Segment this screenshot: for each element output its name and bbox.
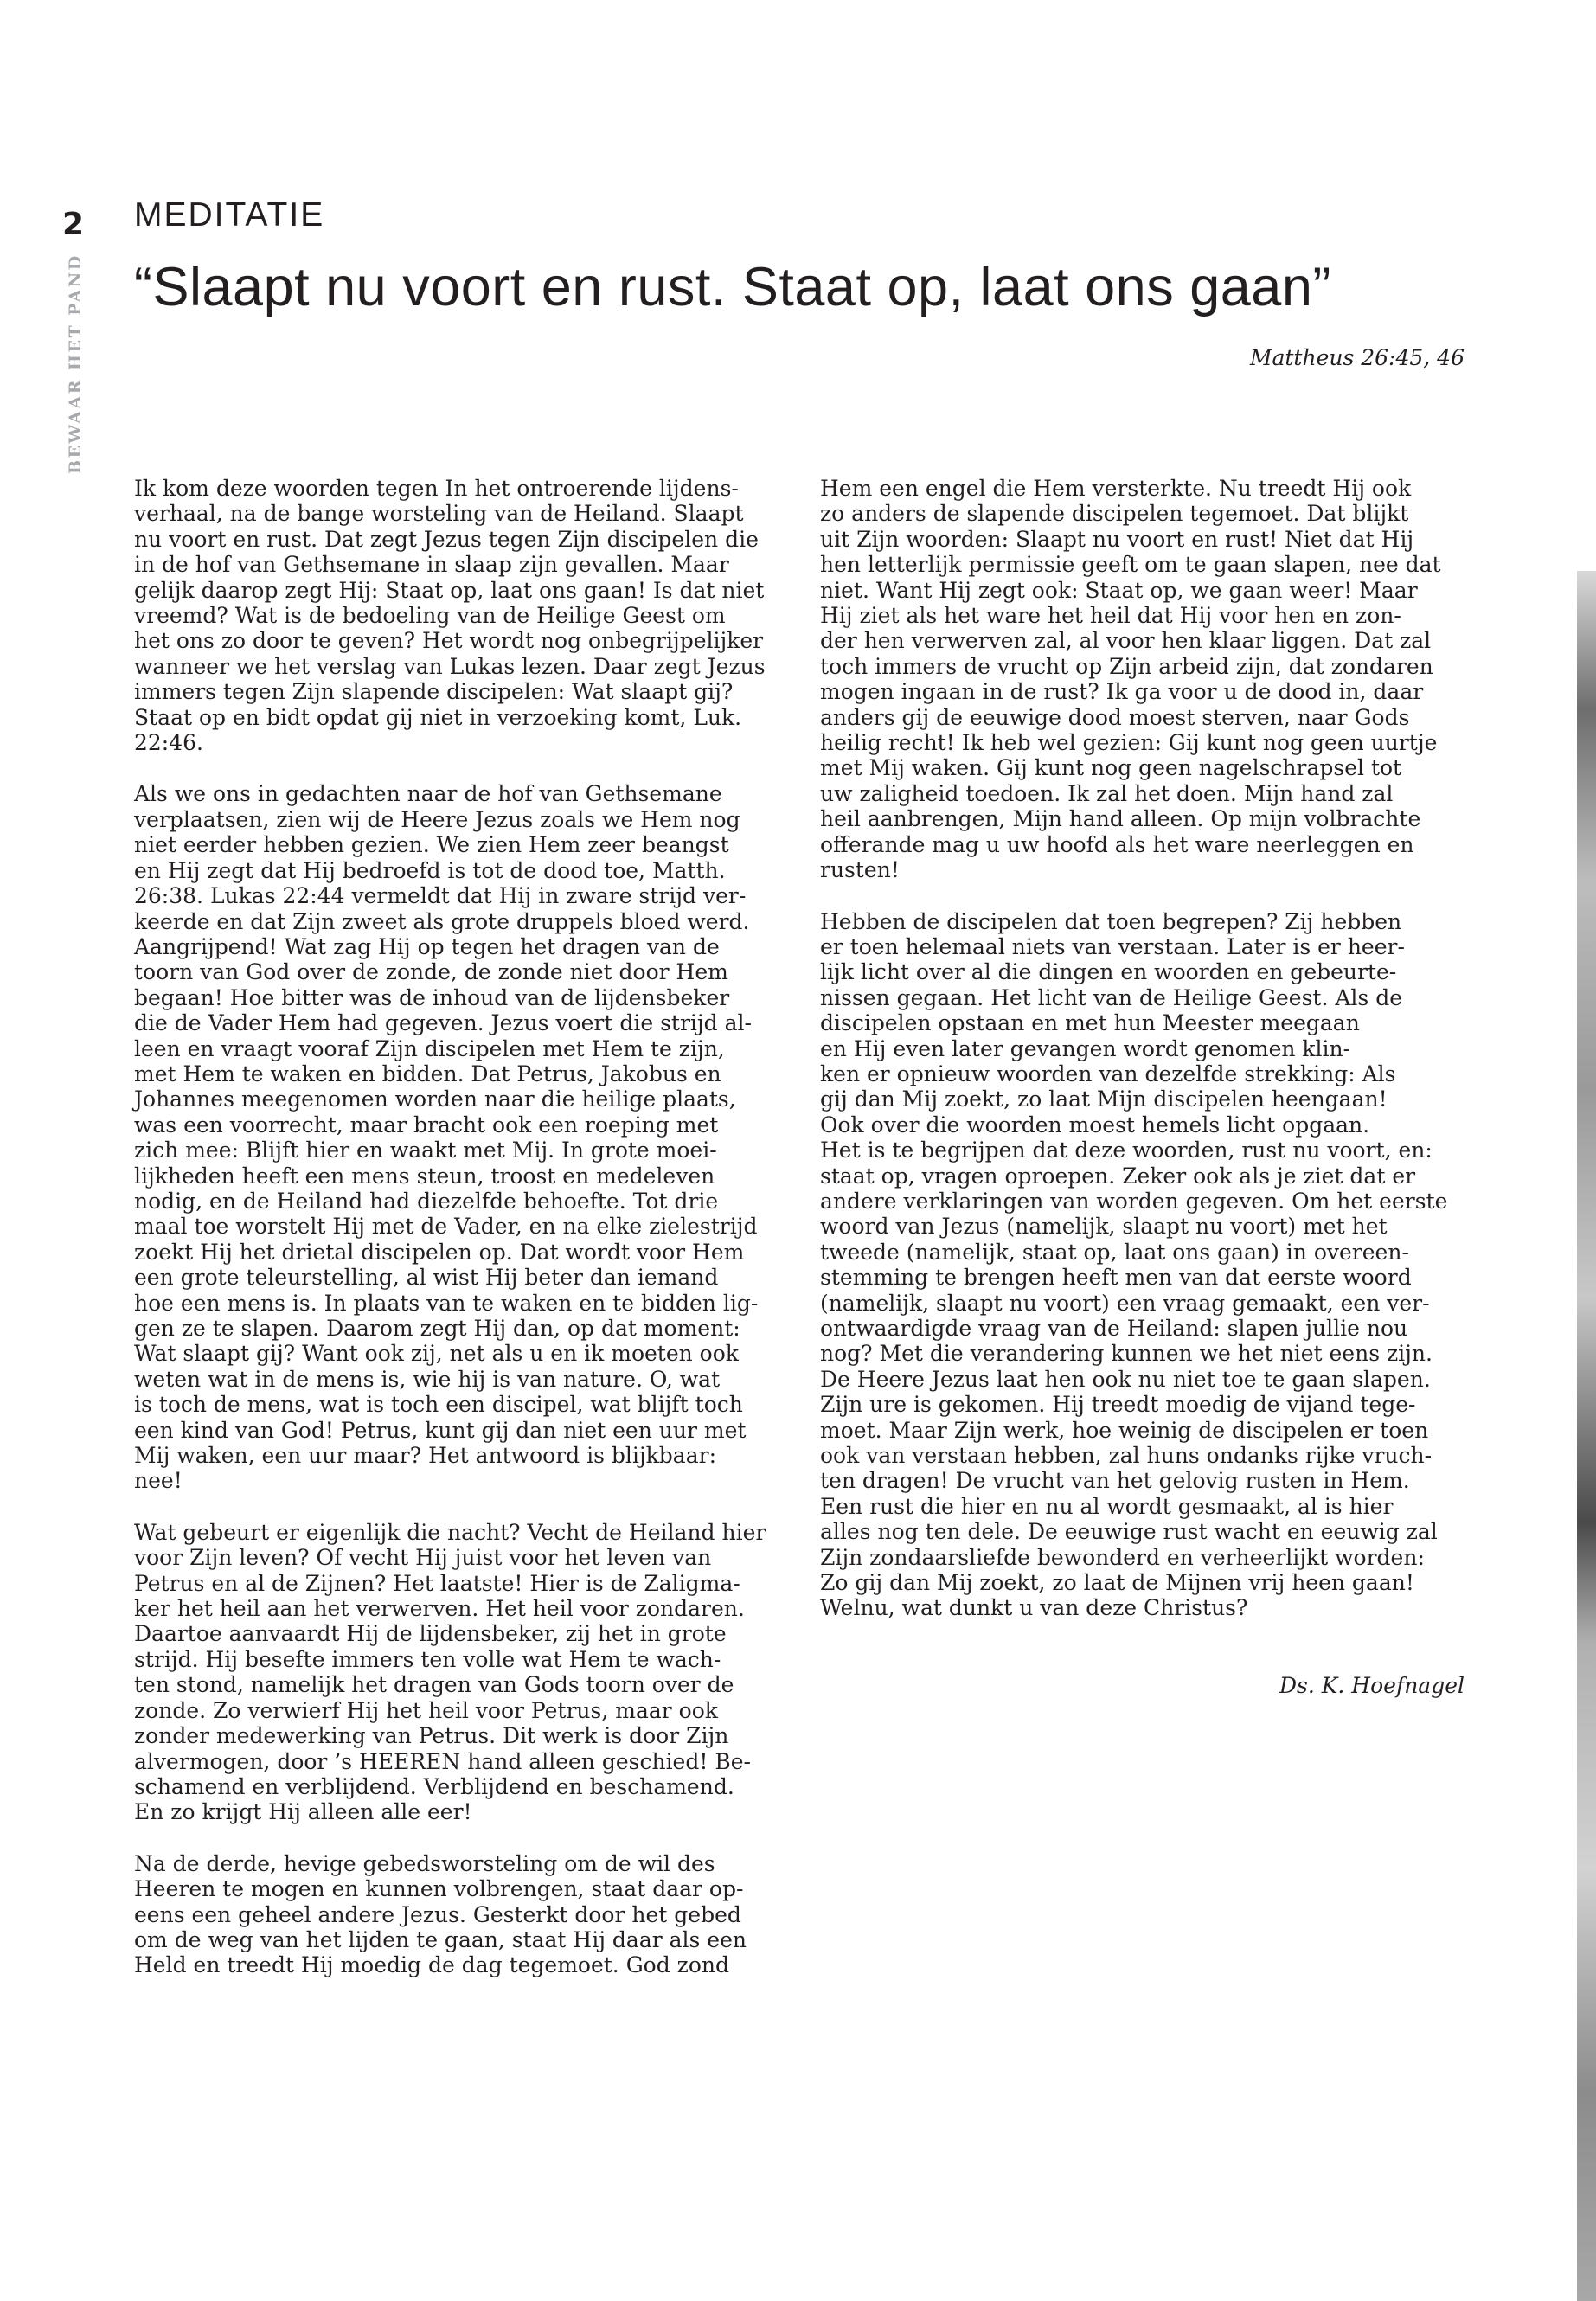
page-number: 2 <box>62 207 85 242</box>
paragraph: Ik kom deze woorden tegen In het ontroerende lijdens- verhaal, na de bange worsteling van de Heiland. Slaapt nu voort en rust. Dat zegt Jezus tegen Zijn discipelen die in de hof van Gethsemane in slaap zijn gevallen. Maar gelijk daarop zegt Hij: Staat op, laat ons gaan! Is dat niet vreemd? Wat is de bedoeling van de Heilige Geest om het ons zo door te geven? Het wordt nog onbegrijpelijker wanneer we het verslag van Lukas lezen. Daar zegt Jezus immers tegen Zijn slapende discipelen: Wat slaapt gij? Staat op en bidt opdat gij niet in verzoeking komt, Luk. 22:46. <box>134 476 766 756</box>
paragraph: Hebben de discipelen dat toen begrepen? Zij hebben er toen helemaal niets van verstaan. Later is er heer- lijk licht over al die dingen en woorden en gebeurte- nissen gegaan. Het licht van de Heilige Geest. Als de discipelen opstaan en met hun Meester meegaan en Hij even later gevangen wordt genomen klin- ken er opnieuw woorden van dezelfde strekking: Als gij dan Mij zoekt, zo laat Mijn discipelen heengaan! Ook over die woorden moest hemels licht opgaan. Het is te begrijpen dat deze woorden, rust nu voort, en: staat op, vragen oproepen. Zeker ook als je ziet dat er andere verklaringen van worden gegeven. Om het eerste woord van Jezus (namelijk, slaapt nu voort) met het tweede (namelijk, staat op, laat ons gaan) in overeen- stemming te brengen heeft men van dat eerste woord (namelijk, slaapt nu voort) een vraag gemaakt, een ver- ontwaardigde vraag van de Heiland: slapen jullie nou nog? Met die verandering kunnen we het niet eens zijn. De Heere Jezus laat hen ook nu niet toe te gaan slapen. Zijn ure is gekomen. Hij treedt moedig de vijand tege- moet. Maar Zijn werk, hoe weinig de discipelen er toen ook van verstaan hebben, zal huns ondanks rijke vruch- ten dragen! De vrucht van het gelovig rusten in Hem. Een rust die hier en nu al wordt gesmaakt, al is hier alles nog ten dele. De eeuwige rust wacht en eeuwig zal Zijn zondaarsliefde bewonderd en verheerlijkt worden: Zo gij dan Mij zoekt, zo laat de Mijnen vrij heen gaan! Welnu, wat dunkt u van deze Christus? <box>820 908 1448 1621</box>
author-signature: Ds. K. Hoefnagel <box>1279 1672 1465 1698</box>
side-label: BEWAAR HET PAND <box>66 253 85 474</box>
scripture-reference: Mattheus 26:45, 46 <box>1249 345 1465 370</box>
article-title: “Slaapt nu voort en rust. Staat op, laat ons gaan” <box>134 257 1331 317</box>
section-label: MEDITATIE <box>134 196 325 234</box>
paragraph: Na de derde, hevige gebedsworsteling om de wil des Heeren te mogen en kunnen volbrengen, staat daar op- eens een geheel andere Jezus. Gesterkt door het gebed om de weg van het lijden te gaan, staat Hij daar als een Held en treedt Hij moedig de dag tegemoet. God zond <box>134 1850 747 1978</box>
paragraph: Als we ons in gedachten naar de hof van Gethsemane verplaatsen, zien wij de Heere Jezus zoals we Hem nog niet eerder hebben gezien. We zien Hem zeer beangst en Hij zegt dat Hij bedroefd is tot de dood toe, Matth. 26:38. Lukas 22:44 vermeldt dat Hij in zware strijd ver- keerde en dat Zijn zweet als grote druppels bloed werd. Aangrijpend! Wat zag Hij op tegen het dragen van de toorn van God over de zonde, de zonde niet door Hem begaan! Hoe bitter was de inhoud van de lijdensbeker die de Vader Hem had gegeven. Jezus voert die strijd al- leen en vraagt vooraf Zijn discipelen met Hem te zijn, met Hem te waken en bidden. Dat Petrus, Jakobus en Johannes meegenomen worden naar die heilige plaats, was een voorrecht, maar bracht ook een roeping met zich mee: Blijft hier en waakt met Mij. In grote moei- lijkheden heeft een mens steun, troost en medeleven nodig, en de Heiland had diezelfde behoefte. Tot drie maal toe worstelt Hij met de Vader, en na elke zielestrijd zoekt Hij het drietal discipelen op. Dat wordt voor Hem een grote teleurstelling, al wist Hij beter dan iemand hoe een mens is. In plaats van te waken en te bidden lig- gen ze te slapen. Daarom zegt Hij dan, op dat moment: Wat slaapt gij? Want ook zij, net als u en ik moeten ook weten wat in de mens is, wie hij is van nature. O, wat is toch de mens, wat is toch een discipel, wat blijft toch een kind van God! Petrus, kunt gij dan niet een uur met Mij waken, een uur maar? Het antwoord is blijkbaar: nee! <box>134 781 759 1494</box>
paragraph: Hem een engel die Hem versterkte. Nu treedt Hij ook zo anders de slapende discipelen tegemoet. Dat blijkt uit Zijn woorden: Slaapt nu voort en rust! Niet dat Hij hen letterlijk permissie geeft om te gaan slapen, nee dat niet. Want Hij zegt ook: Staat op, we gaan weer! Maar Hij ziet als het ware het heil dat Hij voor hen en zon- der hen verwerven zal, al voor hen klaar liggen. Dat zal toch immers de vrucht op Zijn arbeid zijn, dat zondaren mogen ingaan in de rust? Ik ga voor u de dood in, daar anders gij de eeuwige dood moest sterven, naar Gods heilig recht! Ik heb wel gezien: Gij kunt nog geen uurtje met Mij waken. Gij kunt nog geen nagelschrapsel tot uw zaligheid toedoen. Ik zal het doen. Mijn hand zal heil aanbrengen, Mijn hand alleen. Op mijn volbrachte offerande mag u uw hoofd als het ware neerleggen en rusten! <box>820 476 1441 883</box>
photo-edge <box>1577 571 1596 2301</box>
paragraph: Wat gebeurt er eigenlijk die nacht? Vecht de Heiland hier voor Zijn leven? Of vecht Hij juist voor het leven van Petrus en al de Zijnen? Het laatste! Hier is de Zaligma- ker het heil aan het verwerven. Het heil voor zondaren. Daartoe aanvaardt Hij de lijdensbeker, zij het in grote strijd. Hij besefte immers ten volle wat Hem te wach- ten stond, namelijk het dragen van Gods toorn over de zonde. Zo verwierf Hij het heil voor Petrus, maar ook zonder medewerking van Petrus. Dit werk is door Zijn alvermogen, door ’s HEEREN hand alleen geschied! Be- schamend en verblijdend. Verblijdend en beschamend. En zo krijgt Hij alleen alle eer! <box>134 1519 766 1825</box>
right-column <box>820 476 1465 1724</box>
left-column <box>134 476 776 2004</box>
